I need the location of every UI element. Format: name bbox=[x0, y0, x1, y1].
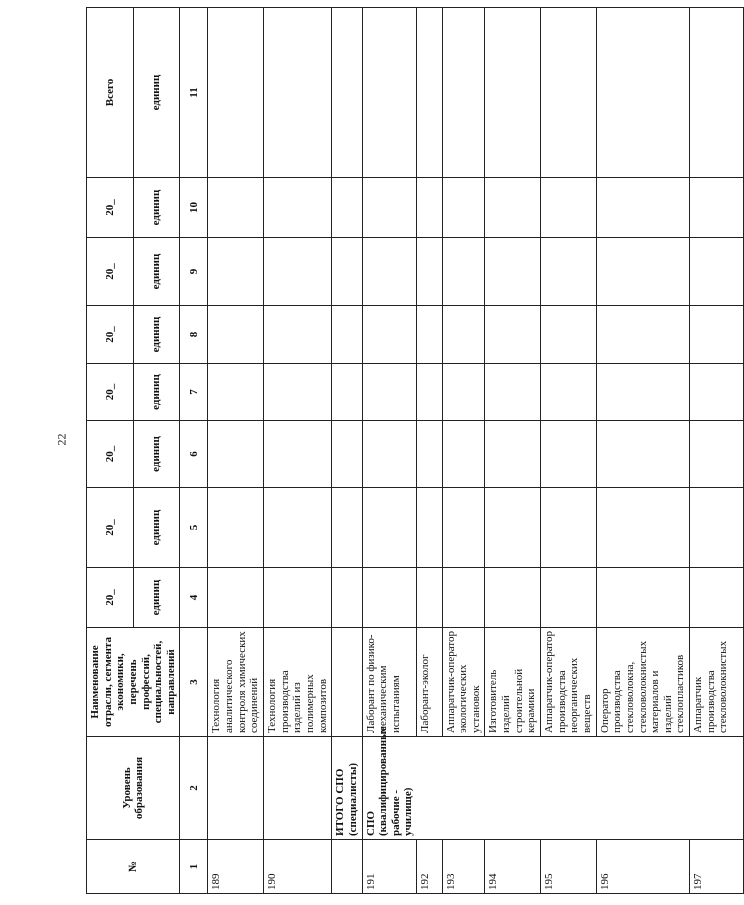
header-num: № bbox=[87, 840, 180, 894]
column-index: 1 bbox=[180, 840, 208, 894]
row-name bbox=[332, 628, 362, 737]
row-number: 192 bbox=[416, 840, 442, 894]
row-name: Лаборант-эколог bbox=[416, 628, 442, 737]
column-index: 5 bbox=[180, 488, 208, 568]
header-row bbox=[87, 8, 134, 894]
row-level: ИТОГО СПО (специалисты) bbox=[332, 737, 362, 840]
row-name: Аппаратчик-оператор экологических установок bbox=[442, 628, 485, 737]
column-index: 10 bbox=[180, 178, 208, 238]
column-index: 8 bbox=[180, 306, 208, 364]
header-year: 20_ bbox=[87, 421, 134, 488]
header-year: 20_ bbox=[87, 178, 134, 238]
row-name: Изготовитель изделий строительной керамики bbox=[485, 628, 541, 737]
row-name: Аппаратчик-оператор производства неорганических веществ bbox=[541, 628, 597, 737]
row-number: 193 bbox=[442, 840, 485, 894]
column-index: 11 bbox=[180, 8, 208, 178]
unit-cell: единиц bbox=[133, 568, 180, 628]
row-number: 190 bbox=[264, 840, 332, 894]
rotated-table-container bbox=[86, 8, 730, 894]
row-number: 189 bbox=[208, 840, 264, 894]
row-name: Технология производства изделий из полимерных композитов bbox=[264, 628, 332, 737]
header-level: Уровень образования bbox=[87, 737, 180, 840]
row-level bbox=[208, 737, 264, 840]
page-number: 22 bbox=[54, 433, 69, 446]
table-row bbox=[362, 8, 416, 894]
row-number: 197 bbox=[690, 840, 744, 894]
header-year: 20_ bbox=[87, 568, 134, 628]
header-year: 20_ bbox=[87, 364, 134, 421]
table-row bbox=[332, 8, 362, 894]
column-index: 9 bbox=[180, 238, 208, 306]
unit-cell: единиц bbox=[133, 8, 180, 178]
index-row bbox=[180, 8, 208, 894]
row-number: 194 bbox=[485, 840, 541, 894]
unit-cell: единиц bbox=[133, 178, 180, 238]
unit-cell: единиц bbox=[133, 421, 180, 488]
table-row bbox=[208, 8, 264, 894]
education-table bbox=[86, 7, 744, 894]
row-number bbox=[332, 840, 362, 894]
header-name: Наименование отрасли, сегмента экономики, перечень профессий, специальностей, направлений bbox=[87, 628, 180, 737]
unit-cell: единиц bbox=[133, 488, 180, 568]
unit-cell: единиц bbox=[133, 238, 180, 306]
column-index: 7 bbox=[180, 364, 208, 421]
column-index: 3 bbox=[180, 628, 208, 737]
row-level: СПО (квалифицированные рабочие - училище) bbox=[362, 737, 744, 840]
row-name: Аппаратчик производства стекловолокнистых bbox=[690, 628, 744, 737]
header-year: 20_ bbox=[87, 488, 134, 568]
row-number: 196 bbox=[596, 840, 689, 894]
row-number: 191 bbox=[362, 840, 416, 894]
row-level bbox=[264, 737, 332, 840]
header-total: Всего bbox=[87, 8, 134, 178]
row-name: Технология аналитического контроля химических соединений bbox=[208, 628, 264, 737]
unit-cell: единиц bbox=[133, 306, 180, 364]
column-index: 6 bbox=[180, 421, 208, 488]
header-year: 20_ bbox=[87, 306, 134, 364]
column-index: 2 bbox=[180, 737, 208, 840]
unit-cell: единиц bbox=[133, 364, 180, 421]
table-row bbox=[264, 8, 332, 894]
header-year: 20_ bbox=[87, 238, 134, 306]
row-number: 195 bbox=[541, 840, 597, 894]
row-name: Оператор производства стекловолокна, стекловолокнистых материалов и изделий стеклопластиков bbox=[596, 628, 689, 737]
column-index: 4 bbox=[180, 568, 208, 628]
row-name: Лаборант по физико-механическим испытаниям bbox=[362, 628, 416, 737]
